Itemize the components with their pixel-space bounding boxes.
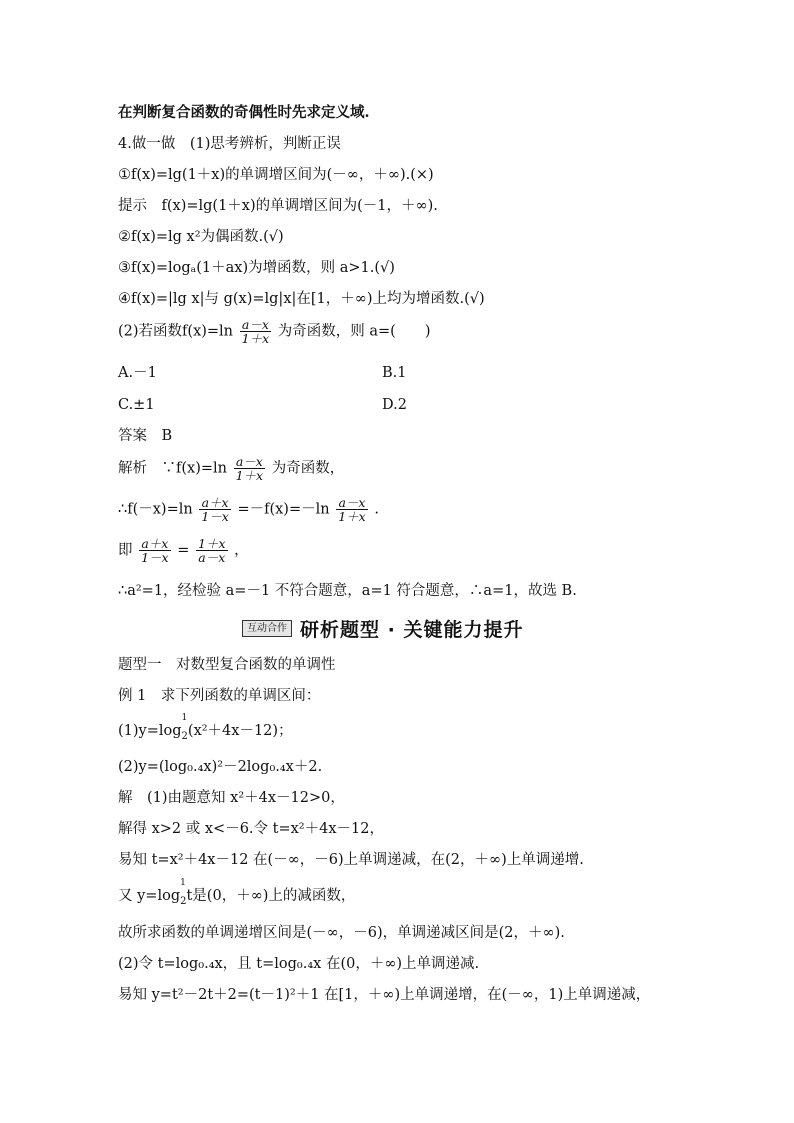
practice-heading: 4.做一做 (1)思考辨析，判断正误 [118,136,341,152]
log-base [180,878,187,911]
q1-pre: (1)y=log [118,723,182,739]
practice-item-2: ②f(x)=lg x²为偶函数.(√) [118,229,284,245]
solution-line-4 [118,878,356,911]
log-base-sub: 2 [181,730,188,742]
question-2-fraction [240,318,272,345]
log-base-sub: 2 [180,895,187,907]
example-1-question-2: (2)y=(log₀.₄x)²－2log₀.₄x＋2. [118,759,323,775]
question-2-post: 为奇函数，则 a=( ) [277,323,431,340]
fraction-denominator: 1＋x [235,468,264,483]
option-b: B.1 [382,365,407,381]
fraction-numerator: a＋x [201,495,229,510]
analysis-2-pre: ∴f(－x)=ln [118,501,193,518]
practice-hint: 提示 f(x)=lg(1＋x)的单调增区间为(－1，＋∞). [118,198,438,214]
analysis-1-fraction [234,455,266,482]
fraction-denominator: 1＋x [241,331,270,346]
analysis-1-post: 为奇函数， [271,460,345,477]
intro-note: 在判断复合函数的奇偶性时先求定义域. [118,104,370,121]
fraction-denominator: 1－x [201,509,229,524]
section-header [242,614,523,642]
fraction-denominator: a－x [196,550,228,564]
solution-line-1: 解 (1)由题意知 x²＋4x－12>0， [118,790,345,806]
answer-line: 答案 B [118,428,173,444]
analysis-3-pre: 即 [118,542,133,559]
section-title: 研析题型 · 关键能力提升 [300,618,524,641]
option-a: A.－1 [118,365,157,381]
analysis-3-fraction-1 [139,537,171,564]
q1-post: (x²＋4x－12)； [187,723,293,739]
solution-line-7: 易知 y=t²－2t＋2=(t－1)²＋1 在[1，＋∞)上单调递增，在(－∞，1)上单调递减， [118,987,651,1003]
analysis-2-fraction-1 [199,496,231,523]
fraction-numerator: a－x [235,454,263,469]
question-2 [118,318,430,345]
analysis-1-pre: 解析 ∵f(x)=ln [118,460,227,477]
practice-item-4: ④f(x)=|lg x|与 g(x)=lg|x|在[1，＋∞)上均为增函数.(√) [118,291,485,307]
example-1-heading: 例 1 求下列函数的单调区间： [118,688,321,704]
option-c: C.±1 [118,397,155,413]
solution-line-2: 解得 x>2 或 x<－6.令 t=x²＋4x－12， [118,821,384,837]
fraction-denominator: 1＋x [338,509,366,524]
analysis-2-fraction-2 [336,496,368,523]
solution-line-3: 易知 t=x²＋4x－12 在(－∞，－6)上单调递减，在(2，＋∞)上单调递增. [118,852,584,868]
section-badge: 互动合作 [242,620,292,637]
practice-item-3: ③f(x)=logₐ(1＋ax)为增函数，则 a>1.(√) [118,260,395,276]
fraction-numerator: a－x [241,317,269,332]
analysis-3-eq: = [177,542,190,559]
sol4-pre: 又 y=log [118,888,181,904]
solution-line-5: 故所求函数的单调递增区间是(－∞，－6)，单调递减区间是(2，＋∞). [118,925,565,941]
fraction-numerator: 1＋x [198,536,226,551]
solution-line-6: (2)令 t=log₀.₄x，且 t=log₀.₄x 在(0，＋∞)上单调递减. [118,956,480,972]
option-d: D.2 [382,397,407,413]
analysis-2-mid: =－f(x)=－ln [237,501,330,518]
fraction-denominator: 1－x [141,550,169,565]
sol4-post: t是(0，＋∞)上的减函数， [186,888,356,904]
analysis-line-2 [118,496,379,523]
analysis-line-1 [118,455,344,482]
log-base-over: 1 [181,713,188,723]
fraction-numerator: a＋x [141,536,169,551]
analysis-3-post: ， [234,542,249,559]
log-base-over: 1 [180,878,186,888]
analysis-line-4: ∴a²=1，经检验 a=－1 不符合题意，a=1 符合题意，∴a=1，故选 B. [118,583,577,599]
analysis-2-post: . [374,501,379,518]
example-1-question-1 [118,713,293,746]
fraction-numerator: a－x [338,495,366,510]
log-base [181,713,188,746]
practice-item-1: ①f(x)=lg(1＋x)的单调增区间为(－∞，＋∞).(×) [118,167,434,183]
analysis-line-3 [118,537,249,564]
analysis-3-fraction-2 [196,537,228,564]
type-1-title: 题型一 对数型复合函数的单调性 [118,657,336,673]
question-2-pre: (2)若函数f(x)=ln [118,323,234,340]
